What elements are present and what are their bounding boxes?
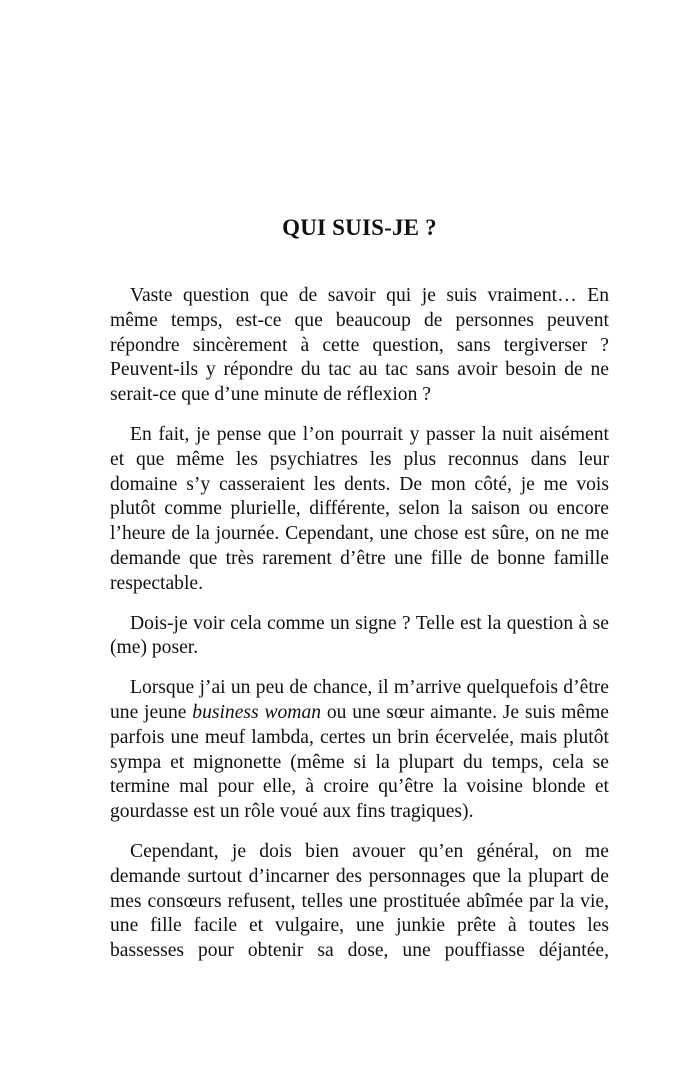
paragraph-4: [110, 676, 609, 825]
paragraph-4-text-after-emphasis: ou une sœur aimante. Je suis même parfois une meuf lambda, certes un brin écervelée, mais plutôt sympa et mignonette (même si la plupart du temps, cela se termine mal pour elle, à croire qu’être la voisine blonde et gourdasse est un rôle voué aux fins tragiques).: [110, 701, 610, 823]
paragraph-2: En fait, je pense que l’on pourrait y passer la nuit aisément et que même les psychiatres les plus reconnus dans leur domaine s’y casseraient les dents. De mon côté, je me vois plutôt comme plurielle, différente, selon la saison ou encore l’heure de la journée. Cependant, une chose est sûre, on ne me demande que très rarement d’être une fille de bonne famille respectable.: [110, 423, 609, 594]
chapter-title: QUI SUIS-JE ?: [282, 215, 437, 240]
paragraph-3: Dois-je voir cela comme un signe ? Telle est la question à se (me) poser.: [110, 612, 609, 659]
book-page: [110, 212, 609, 979]
business-woman-emphasis: business woman: [192, 701, 322, 723]
paragraph-4-text-before-emphasis: Lorsque j’ai un peu de chance, il m’arrive quelquefois d’être une jeune: [110, 677, 609, 723]
paragraph-5: Cependant, je dois bien avouer qu’en général, on me demande surtout d’incarner des personnages que la plupart de mes consœurs refusent, telles une prostituée abîmée par la vie, une fille facile et vulgaire, une junkie prête à toutes les bassesses pour obtenir sa dose, une pouffiasse déjantée,: [110, 840, 609, 962]
paragraph-1: Vaste question que de savoir qui je suis vraiment… En même temps, est-ce que beaucoup de personnes peuvent répondre sincèrement à cette question, sans tergiverser ? Peuvent-ils y répondre du tac au tac sans avoir besoin de ne serait-ce que d’une minute de réflexion ?: [110, 285, 609, 406]
